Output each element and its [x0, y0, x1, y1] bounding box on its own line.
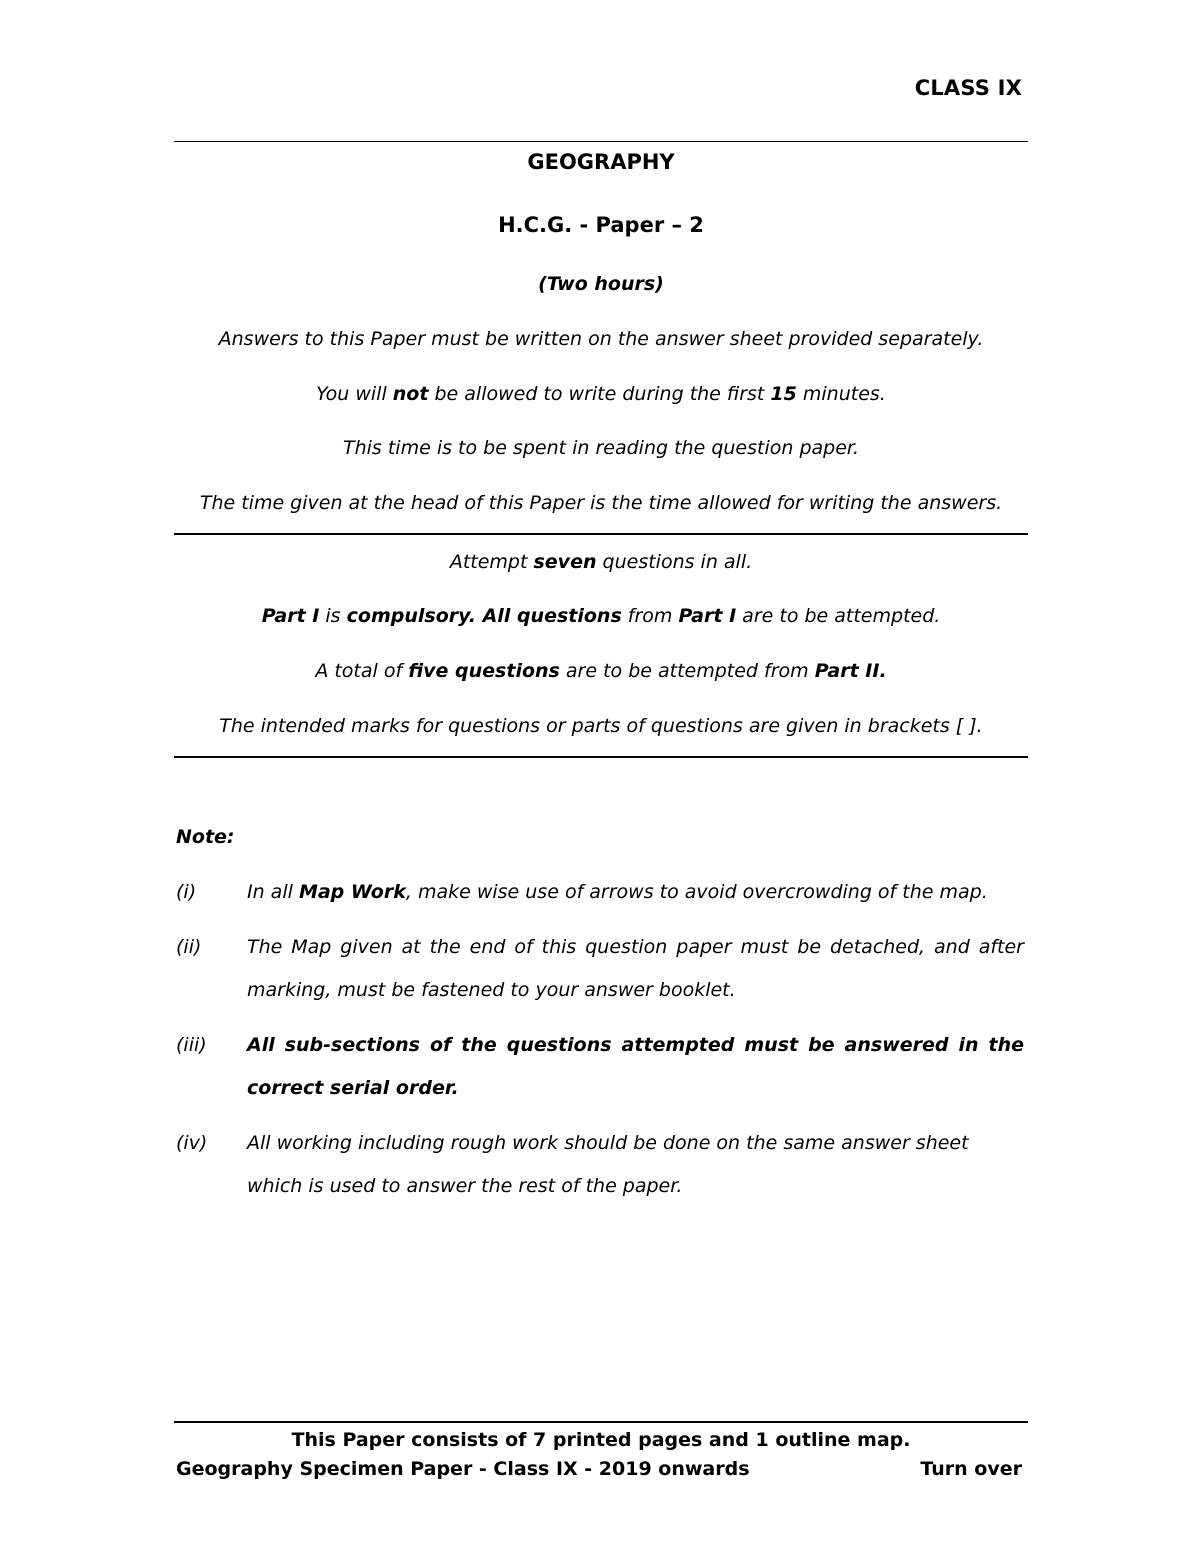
duration: (Two hours)	[538, 273, 664, 295]
instruction-line-2	[174, 382, 1028, 406]
note-item-number: (ii)	[176, 936, 202, 958]
rule-emphasis: Part II.	[814, 660, 887, 682]
top-divider	[174, 141, 1028, 142]
turn-over-label: Turn over	[920, 1458, 1022, 1480]
rule-text: are to be attempted.	[736, 605, 941, 627]
instruction-line-1: Answers to this Paper must be written on the answer sheet provided separately.	[218, 328, 984, 350]
note-text-segment: In all	[247, 881, 299, 903]
note-text-segment: , make wise use of arrows to avoid overcrowding of the map.	[405, 881, 988, 903]
note-item-number: (iv)	[176, 1132, 208, 1154]
rule-emphasis: compulsory.	[346, 605, 476, 627]
note-item-text: All sub-sections of the questions attempted must be answered in the correct serial order.	[247, 1034, 1024, 1099]
note-item	[176, 1024, 1026, 1110]
rule-line-2	[174, 604, 1028, 628]
note-item-text	[247, 1122, 1024, 1208]
instruction-text: be allowed to write during the first	[428, 383, 771, 405]
rule-text: A total of	[315, 660, 409, 682]
note-text-line: All working including rough work should be done on the same answer sheet	[247, 1132, 969, 1154]
rule-line-3	[174, 659, 1028, 683]
rule-line-1	[174, 550, 1028, 574]
subject-title: GEOGRAPHY	[527, 150, 675, 174]
note-item-number: (i)	[176, 881, 197, 903]
note-item	[176, 871, 1026, 914]
paper-title: H.C.G. - Paper – 2	[498, 213, 704, 237]
rule-text: questions in all.	[596, 551, 753, 573]
note-item-text: The Map given at the end of this question paper must be detached, and after marking, must be fastened to your answer booklet.	[247, 936, 1024, 1001]
note-label: Note:	[176, 826, 235, 848]
rules-divider	[174, 756, 1028, 758]
rule-emphasis: Part I	[678, 605, 737, 627]
instructions-divider	[174, 533, 1028, 535]
rule-text: is	[319, 605, 347, 627]
rule-text: from	[621, 605, 679, 627]
note-emphasis: Map Work	[298, 881, 406, 903]
rule-emphasis: seven	[533, 551, 597, 573]
note-item	[176, 926, 1026, 1012]
instruction-line-4: The time given at the head of this Paper is the time allowed for writing the answers.	[199, 492, 1003, 514]
pages-note: This Paper consists of 7 printed pages and 1 outline map.	[291, 1429, 911, 1451]
rule-emphasis: five questions	[408, 660, 560, 682]
note-item-text	[247, 871, 1024, 914]
paper-name: Geography Specimen Paper - Class IX - 2019 onwards	[176, 1458, 750, 1480]
instruction-text: minutes.	[796, 383, 886, 405]
rule-emphasis: All questions	[475, 605, 622, 627]
class-label: CLASS IX	[914, 76, 1022, 100]
footer-divider	[174, 1421, 1028, 1423]
instruction-line-3: This time is to be spent in reading the question paper.	[342, 437, 860, 459]
instruction-emphasis: not	[392, 383, 429, 405]
note-text-line: which is used to answer the rest of the paper.	[247, 1175, 683, 1197]
rule-line-4: The intended marks for questions or parts of questions are given in brackets [ ].	[219, 715, 983, 737]
instruction-text: You will	[316, 383, 393, 405]
instruction-emphasis: 15	[770, 383, 797, 405]
rule-emphasis: Part I	[261, 605, 320, 627]
rule-text: are to be attempted from	[559, 660, 815, 682]
note-item	[176, 1122, 1026, 1208]
note-item-number: (iii)	[176, 1034, 207, 1056]
rule-text: Attempt	[449, 551, 534, 573]
